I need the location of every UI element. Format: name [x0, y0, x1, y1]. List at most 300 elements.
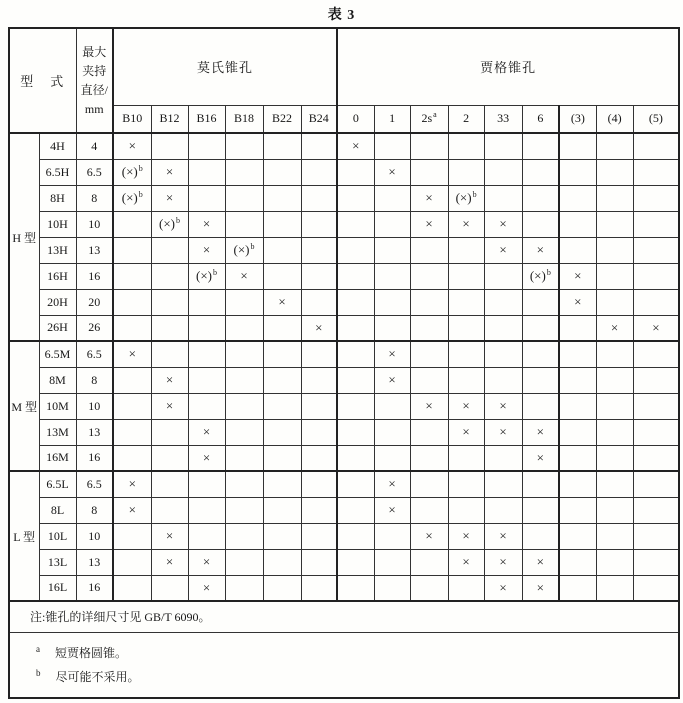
mark-cell — [596, 211, 633, 237]
table-row — [9, 393, 679, 419]
mark-cell — [151, 341, 188, 367]
column-header: B12 — [151, 105, 188, 133]
mark-cell — [448, 237, 484, 263]
mark-cell — [596, 419, 633, 445]
mark-cell: × — [151, 393, 188, 419]
header-group-row — [9, 28, 679, 105]
mark-cell — [301, 237, 337, 263]
mark-cell — [263, 471, 301, 497]
mark-cell — [301, 289, 337, 315]
type-group-cell: L 型 — [9, 471, 39, 601]
mark-cell — [263, 523, 301, 549]
mark-cell — [484, 367, 522, 393]
mark-cell: × — [263, 289, 301, 315]
mark-cell — [633, 237, 679, 263]
mark-cell — [225, 419, 263, 445]
mark-cell: × — [410, 523, 448, 549]
mark-cell — [113, 575, 151, 601]
mark-cell — [448, 159, 484, 185]
mark-cell: × — [374, 159, 410, 185]
diameter-cell: 4 — [76, 133, 113, 159]
mark-cell: × — [448, 393, 484, 419]
mark-cell — [151, 471, 188, 497]
mark-cell — [559, 341, 596, 367]
mark-cell — [522, 289, 559, 315]
mark-cell: × — [188, 549, 225, 575]
mark-cell — [151, 497, 188, 523]
mark-cell — [559, 523, 596, 549]
mark-cell — [596, 575, 633, 601]
diameter-cell: 6.5 — [76, 159, 113, 185]
type-column-header: 型 式 — [9, 28, 76, 133]
mark-cell: (×)$^b$ — [448, 185, 484, 211]
mark-cell — [448, 133, 484, 159]
mark-cell — [484, 159, 522, 185]
mark-cell: × — [596, 315, 633, 341]
mark-cell — [410, 133, 448, 159]
mark-cell — [225, 185, 263, 211]
mark-cell — [522, 341, 559, 367]
mark-cell — [337, 185, 374, 211]
type-group-cell: H 型 — [9, 133, 39, 341]
mark-cell — [484, 445, 522, 471]
morse-taper-group-header: 莫氏锥孔 — [113, 28, 337, 105]
mark-cell: × — [374, 367, 410, 393]
mark-cell — [484, 471, 522, 497]
table-row — [9, 497, 679, 523]
mark-cell — [113, 445, 151, 471]
model-cell: 20H — [39, 289, 76, 315]
diameter-cell: 8 — [76, 497, 113, 523]
mark-cell: × — [633, 315, 679, 341]
mark-cell — [374, 211, 410, 237]
mark-cell — [225, 315, 263, 341]
mark-cell — [559, 497, 596, 523]
mark-cell — [374, 575, 410, 601]
mark-cell — [633, 471, 679, 497]
mark-cell — [596, 237, 633, 263]
footnote-line: $^a$ 短贾格圆锥。 — [36, 644, 128, 661]
mark-cell — [225, 133, 263, 159]
mark-cell — [337, 341, 374, 367]
max-clamp-diameter-header — [76, 28, 113, 133]
mark-cell — [522, 211, 559, 237]
model-cell: 26H — [39, 315, 76, 341]
mark-cell — [263, 159, 301, 185]
model-cell: 8H — [39, 185, 76, 211]
mark-cell — [374, 445, 410, 471]
mark-cell — [633, 185, 679, 211]
mark-cell — [448, 289, 484, 315]
mark-cell — [337, 445, 374, 471]
diameter-header-line: 直径/ — [80, 82, 108, 97]
mark-cell — [301, 211, 337, 237]
mark-cell — [559, 237, 596, 263]
mark-cell: (×)$^b$ — [113, 185, 151, 211]
mark-cell — [151, 263, 188, 289]
mark-cell — [484, 133, 522, 159]
mark-cell — [337, 523, 374, 549]
mark-cell — [448, 497, 484, 523]
diameter-header-line: mm — [84, 101, 104, 116]
table-row — [9, 211, 679, 237]
mark-cell — [559, 159, 596, 185]
mark-cell — [225, 393, 263, 419]
footnote-marker: b — [250, 241, 255, 251]
spec-table — [8, 27, 680, 699]
diameter-cell: 13 — [76, 419, 113, 445]
mark-cell: × — [188, 211, 225, 237]
mark-cell — [337, 289, 374, 315]
jacobs-taper-group-header: 贾格锥孔 — [337, 28, 679, 105]
mark-cell — [448, 575, 484, 601]
model-cell: 6.5H — [39, 159, 76, 185]
mark-cell — [596, 289, 633, 315]
note-row — [9, 601, 679, 632]
mark-cell — [113, 523, 151, 549]
footnote-marker: b — [176, 215, 181, 225]
footnote-line: $^b$ 尽可能不采用。 — [36, 668, 140, 685]
mark-cell — [448, 445, 484, 471]
mark-cell — [263, 445, 301, 471]
footnote-marker: b — [213, 267, 218, 277]
mark-cell — [337, 497, 374, 523]
mark-cell — [113, 367, 151, 393]
mark-cell — [337, 315, 374, 341]
mark-cell: × — [113, 133, 151, 159]
mark-cell: × — [151, 185, 188, 211]
mark-cell — [337, 471, 374, 497]
mark-cell — [633, 289, 679, 315]
mark-cell — [596, 445, 633, 471]
mark-cell — [596, 393, 633, 419]
table-row — [9, 341, 679, 367]
mark-cell — [559, 133, 596, 159]
mark-cell — [633, 263, 679, 289]
mark-cell — [374, 263, 410, 289]
mark-cell — [596, 185, 633, 211]
mark-cell — [263, 133, 301, 159]
mark-cell — [188, 289, 225, 315]
mark-cell — [633, 367, 679, 393]
mark-cell — [559, 185, 596, 211]
diameter-cell: 20 — [76, 289, 113, 315]
mark-cell — [225, 497, 263, 523]
mark-cell — [301, 497, 337, 523]
mark-cell — [374, 185, 410, 211]
mark-cell: × — [301, 315, 337, 341]
mark-cell: × — [374, 471, 410, 497]
mark-cell — [410, 445, 448, 471]
mark-cell — [151, 289, 188, 315]
mark-cell — [374, 315, 410, 341]
mark-cell — [374, 523, 410, 549]
mark-cell: × — [448, 211, 484, 237]
mark-cell — [448, 315, 484, 341]
mark-cell — [596, 133, 633, 159]
mark-cell — [263, 549, 301, 575]
table-row — [9, 419, 679, 445]
column-header: (5) — [633, 105, 679, 133]
model-cell: 10M — [39, 393, 76, 419]
model-cell: 4H — [39, 133, 76, 159]
mark-cell: (×)$^b$ — [113, 159, 151, 185]
mark-cell: × — [448, 549, 484, 575]
mark-cell — [225, 575, 263, 601]
mark-cell — [263, 497, 301, 523]
mark-cell — [301, 419, 337, 445]
column-header: 0 — [337, 105, 374, 133]
table-row — [9, 159, 679, 185]
mark-cell — [225, 471, 263, 497]
column-header: 2 — [448, 105, 484, 133]
mark-cell — [225, 445, 263, 471]
mark-cell — [559, 471, 596, 497]
mark-cell — [113, 289, 151, 315]
mark-cell — [263, 367, 301, 393]
mark-cell — [337, 367, 374, 393]
model-cell: 13L — [39, 549, 76, 575]
diameter-cell: 8 — [76, 185, 113, 211]
mark-cell — [559, 549, 596, 575]
mark-cell — [410, 159, 448, 185]
mark-cell — [374, 237, 410, 263]
mark-cell — [448, 263, 484, 289]
mark-cell: × — [484, 549, 522, 575]
mark-cell: × — [410, 211, 448, 237]
mark-cell — [225, 523, 263, 549]
mark-cell — [188, 133, 225, 159]
mark-cell — [301, 393, 337, 419]
mark-cell — [410, 315, 448, 341]
mark-cell: (×)$^b$ — [522, 263, 559, 289]
mark-cell — [337, 575, 374, 601]
footnote-marker: b — [546, 267, 551, 277]
mark-cell: × — [337, 133, 374, 159]
mark-cell — [113, 393, 151, 419]
mark-cell: × — [188, 575, 225, 601]
model-cell: 16L — [39, 575, 76, 601]
mark-cell — [225, 367, 263, 393]
mark-cell: × — [188, 237, 225, 263]
mark-cell — [633, 575, 679, 601]
mark-cell — [263, 315, 301, 341]
mark-cell — [522, 367, 559, 393]
mark-cell — [263, 211, 301, 237]
mark-cell: × — [522, 237, 559, 263]
diameter-cell: 13 — [76, 237, 113, 263]
mark-cell — [263, 419, 301, 445]
footnote-marker: a — [433, 110, 437, 120]
mark-cell: × — [410, 185, 448, 211]
footnotes-block — [9, 632, 679, 698]
column-header: B22 — [263, 105, 301, 133]
mark-cell: (×)$^b$ — [225, 237, 263, 263]
mark-cell — [151, 445, 188, 471]
column-header: 33 — [484, 105, 522, 133]
column-header: B18 — [225, 105, 263, 133]
diameter-cell: 10 — [76, 523, 113, 549]
mark-cell — [559, 211, 596, 237]
mark-cell — [522, 471, 559, 497]
mark-cell — [559, 393, 596, 419]
mark-cell — [484, 341, 522, 367]
mark-cell — [596, 471, 633, 497]
mark-cell — [484, 289, 522, 315]
column-header: B24 — [301, 105, 337, 133]
mark-cell — [337, 419, 374, 445]
diameter-cell: 6.5 — [76, 471, 113, 497]
mark-cell — [522, 497, 559, 523]
column-header: 6 — [522, 105, 559, 133]
footnote-marker: b — [472, 189, 477, 199]
mark-cell — [188, 315, 225, 341]
mark-cell — [633, 393, 679, 419]
mark-cell — [225, 549, 263, 575]
mark-cell — [559, 575, 596, 601]
type-group-cell: M 型 — [9, 341, 39, 471]
mark-cell — [448, 341, 484, 367]
mark-cell — [633, 549, 679, 575]
column-header: B10 — [113, 105, 151, 133]
mark-cell — [263, 341, 301, 367]
mark-cell: × — [522, 549, 559, 575]
diameter-cell: 10 — [76, 211, 113, 237]
column-header: (4) — [596, 105, 633, 133]
model-cell: 13H — [39, 237, 76, 263]
mark-cell: × — [151, 549, 188, 575]
mark-cell — [410, 575, 448, 601]
mark-cell — [301, 445, 337, 471]
mark-cell: × — [410, 393, 448, 419]
mark-cell: × — [113, 341, 151, 367]
mark-cell — [374, 133, 410, 159]
diameter-header-line: 最大 — [82, 44, 107, 59]
table-row — [9, 315, 679, 341]
mark-cell — [263, 393, 301, 419]
diameter-cell: 6.5 — [76, 341, 113, 367]
mark-cell — [633, 497, 679, 523]
mark-cell: × — [113, 497, 151, 523]
mark-cell: × — [484, 523, 522, 549]
mark-cell — [596, 367, 633, 393]
table-row — [9, 471, 679, 497]
table-row — [9, 523, 679, 549]
mark-cell — [596, 549, 633, 575]
mark-cell: × — [522, 445, 559, 471]
note-text: 注:锥孔的详细尺寸见 GB/T 6090。 — [9, 601, 679, 632]
footnote-marker: b — [138, 163, 143, 173]
diameter-cell: 16 — [76, 575, 113, 601]
mark-cell — [522, 523, 559, 549]
mark-cell — [188, 523, 225, 549]
mark-cell: × — [151, 367, 188, 393]
mark-cell — [337, 237, 374, 263]
mark-cell — [188, 497, 225, 523]
mark-cell: × — [559, 263, 596, 289]
model-cell: 8L — [39, 497, 76, 523]
mark-cell — [559, 445, 596, 471]
mark-cell — [301, 159, 337, 185]
mark-cell: × — [448, 523, 484, 549]
diameter-cell: 13 — [76, 549, 113, 575]
mark-cell — [151, 133, 188, 159]
table-row — [9, 445, 679, 471]
table-row — [9, 133, 679, 159]
mark-cell — [448, 471, 484, 497]
diameter-cell: 10 — [76, 393, 113, 419]
mark-cell — [113, 263, 151, 289]
mark-cell — [410, 341, 448, 367]
mark-cell: × — [225, 263, 263, 289]
mark-cell — [151, 419, 188, 445]
mark-cell — [484, 315, 522, 341]
mark-cell — [410, 367, 448, 393]
mark-cell — [188, 393, 225, 419]
mark-cell — [559, 419, 596, 445]
mark-cell — [301, 263, 337, 289]
mark-cell: (×)$^b$ — [151, 211, 188, 237]
mark-cell: × — [188, 445, 225, 471]
mark-cell: × — [151, 523, 188, 549]
mark-cell — [374, 393, 410, 419]
mark-cell — [337, 211, 374, 237]
mark-cell — [263, 185, 301, 211]
mark-cell — [448, 367, 484, 393]
mark-cell: × — [559, 289, 596, 315]
mark-cell — [633, 211, 679, 237]
footnote-marker: b — [138, 189, 143, 199]
mark-cell — [151, 237, 188, 263]
mark-cell: × — [484, 393, 522, 419]
footnote-marker: a — [36, 644, 40, 655]
mark-cell — [484, 185, 522, 211]
model-cell: 16H — [39, 263, 76, 289]
model-cell: 13M — [39, 419, 76, 445]
mark-cell — [188, 471, 225, 497]
mark-cell — [263, 263, 301, 289]
mark-cell — [633, 159, 679, 185]
mark-cell — [337, 263, 374, 289]
mark-cell — [484, 263, 522, 289]
mark-cell — [596, 341, 633, 367]
model-cell: 6.5M — [39, 341, 76, 367]
mark-cell: × — [113, 471, 151, 497]
mark-cell — [225, 159, 263, 185]
mark-cell — [301, 471, 337, 497]
mark-cell: × — [374, 497, 410, 523]
mark-cell — [410, 263, 448, 289]
table-row — [9, 289, 679, 315]
diameter-cell: 16 — [76, 445, 113, 471]
model-cell: 16M — [39, 445, 76, 471]
mark-cell — [113, 419, 151, 445]
table-row — [9, 185, 679, 211]
diameter-cell: 8 — [76, 367, 113, 393]
mark-cell — [596, 497, 633, 523]
model-cell: 6.5L — [39, 471, 76, 497]
mark-cell — [151, 575, 188, 601]
mark-cell: × — [484, 237, 522, 263]
mark-cell — [559, 315, 596, 341]
mark-cell — [522, 159, 559, 185]
mark-cell — [301, 185, 337, 211]
column-header: B16 — [188, 105, 225, 133]
mark-cell — [225, 341, 263, 367]
mark-cell — [188, 185, 225, 211]
mark-cell — [484, 497, 522, 523]
mark-cell — [113, 211, 151, 237]
